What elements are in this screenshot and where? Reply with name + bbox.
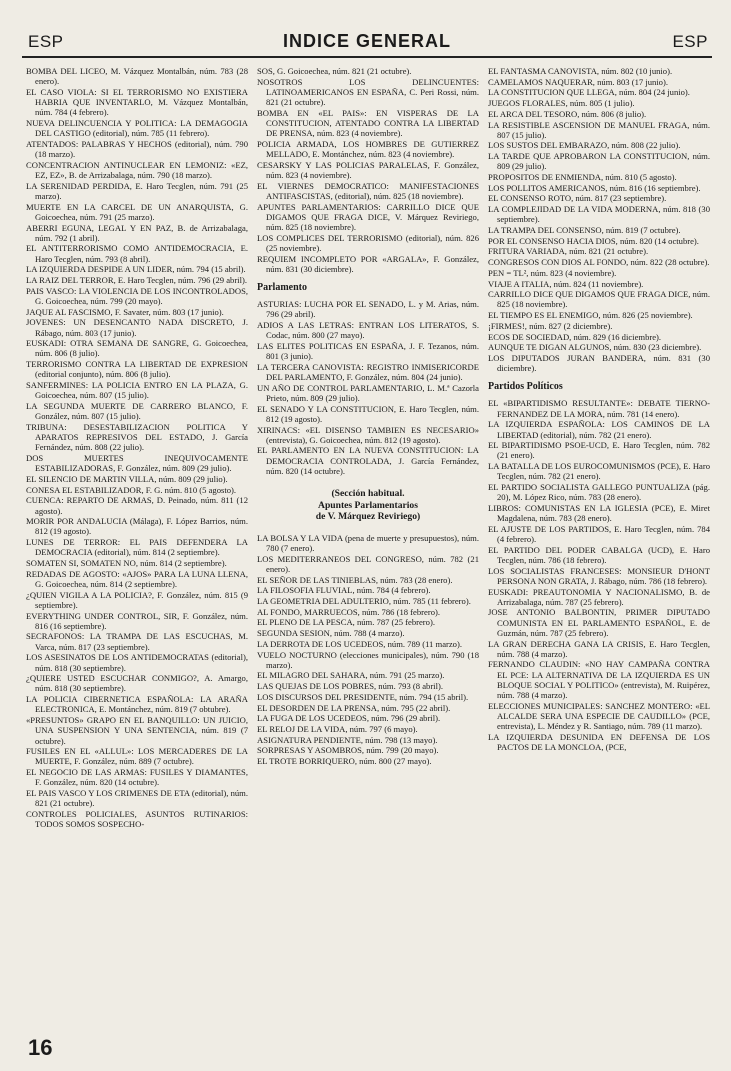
section-note-line: Apuntes Parlamentarios	[318, 499, 418, 511]
index-entry: XIRINACS: «EL DISENSO TAMBIEN ES NECESARIO» (entrevista), G. Goicoechea, núm. 812 (19 agosto).	[257, 424, 479, 445]
index-entry: EL PARTIDO SOCIALISTA GALLEGO PUNTUALIZA (pág. 20), M. López Rico, núm. 783 (28 enero).	[488, 482, 710, 503]
index-entry: TERRORISMO CONTRA LA LIBERTAD DE EXPRESION (editorial conjunto), núm. 806 (8 julio).	[26, 359, 248, 380]
index-entry: NUEVA DELINCUENCIA Y POLITICA: LA DEMAGOGIA DEL CASTIGO (editorial), núm. 785 (11 febrero).	[26, 118, 248, 139]
index-entry: LA IZQUIERDA DESPIDE A UN LIDER, núm. 794 (15 abril).	[26, 264, 246, 275]
index-entry: EL AJUSTE DE LOS PARTIDOS, E. Haro Tecglen, núm. 784 (4 febrero).	[488, 523, 710, 545]
index-entry: CARRILLO DICE QUE DIGAMOS QUE FRAGA DICE, núm. 825 (18 noviembre).	[488, 289, 710, 310]
index-entry: LA GRAN DERECHA GANA LA CRISIS, E. Haro Tecglen, núm. 788 (4 marzo).	[488, 638, 710, 659]
index-entry: LA COMPLEJIDAD DE LA VIDA MODERNA, núm. 818 (30 septiembre).	[488, 204, 710, 225]
index-entry: ABERRI EGUNA, LEGAL Y EN PAZ, B. de Arrizabalaga, núm. 792 (1 abril).	[26, 222, 248, 243]
index-entry: CONCENTRACION ANTINUCLEAR EN LEMONIZ: «EZ, EZ, EZ», B. de Arrizabalaga, núm. 790 (18 marzo).	[26, 159, 248, 181]
index-entry: LA POLICIA CIBERNETICA ESPAÑOLA: LA ARAÑA ELECTRONICA, E. Montánchez, núm. 819 (7 obtubre).	[26, 694, 248, 715]
index-entry: MORIR POR ANDALUCIA (Málaga), F. López Barrios, núm. 812 (19 agosto).	[26, 516, 248, 537]
column-1	[26, 66, 248, 1026]
index-entry: CESARSKY Y LAS POLICIAS PARALELAS, F. González, núm. 823 (4 noviembre).	[257, 159, 479, 181]
index-entry: EUSKADI: OTRA SEMANA DE SANGRE, G. Goicoechea, núm. 806 (8 julio).	[26, 338, 248, 359]
index-entry: LA RESISTIBLE ASCENSION DE MANUEL FRAGA, núm. 807 (15 julio).	[488, 119, 710, 140]
index-entry: EL PARLAMENTO EN LA NUEVA CONSTITUCION: LA DEMOCRACIA CONTROLADA, J. García Fernández, núm. 820 (14 octubre).	[257, 445, 479, 476]
index-entry: LOS COMPLICES DEL TERRORISMO (editorial), núm. 826 (25 noviembre).	[257, 232, 479, 253]
index-entry: CAMELAMOS NAQUERAR, núm. 803 (17 junio).	[488, 76, 668, 87]
index-entry: SOS, G. Goicoechea, núm. 821 (21 octubre).	[257, 66, 412, 76]
index-entry: LOS MEDITERRANEOS DEL CONGRESO, núm. 782 (21 enero).	[257, 553, 479, 574]
index-entry: LA IZQUIERDA ESPAÑOLA: LOS CAMINOS DE LA LIBERTAD (editorial), núm. 782 (21 enero).	[488, 419, 710, 440]
index-entry: EL FANTASMA CANOVISTA, núm. 802 (10 junio).	[488, 66, 673, 76]
column-3	[488, 66, 710, 1026]
index-entry: JAQUE AL FASCISMO, F. Savater, núm. 803 (17 junio).	[26, 306, 224, 317]
index-entry: PROPOSITOS DE ENMIENDA, núm. 810 (5 agosto).	[488, 172, 677, 183]
index-entry: FUSILES EN EL «ALLUL»: LOS MERCADERES DE LA MUERTE, F. González, núm. 889 (7 octubre).	[26, 746, 248, 767]
index-entry: LA TARDE QUE APROBARON LA CONSTITUCION, núm. 809 (29 julio).	[488, 151, 710, 172]
index-entry: EL SENADO Y LA CONSTITUCION, E. Haro Tecglen, núm. 812 (19 agosto).	[257, 403, 479, 424]
index-entry: TRIBUNA: DESESTABILIZACION POLITICA Y APARATOS REPRESIVOS DEL ESTADO, J. García Fernández, núm. 808 (22 julio).	[26, 421, 248, 453]
index-entry: EL PARTIDO DEL PODER CABALGA (UCD), E. Haro Tecglen, núm. 786 (18 febrero).	[488, 544, 710, 565]
index-entry: LA FUGA DE LOS UCEDEOS, núm. 796 (29 abril).	[257, 713, 441, 724]
index-entry: LOS POLLITOS AMERICANOS, núm. 816 (16 septiembre).	[488, 182, 701, 193]
section-note-line: de V. Márquez Reviriego)	[315, 511, 421, 523]
index-entry: EUSKADI: PREAUTONOMIA Y NACIONALISMO, B. de Arrizabalaga, núm. 787 (25 febrero).	[488, 586, 710, 607]
index-entry: LA FILOSOFIA FLUVIAL, núm. 784 (4 febrero).	[257, 585, 431, 596]
index-entry: ADIOS A LAS LETRAS: ENTRAN LOS LITERATOS, S. Codac, núm. 800 (27 mayo).	[257, 319, 479, 341]
index-entry: CONGRESOS CON DIOS AL FONDO, núm. 822 (28 octubre).	[488, 257, 710, 268]
index-entry: ¿QUIERE USTED ESCUCHAR CONMIGO?, A. Amargo, núm. 818 (30 septiembre).	[26, 673, 248, 694]
index-entry: PAIS VASCO: LA VIOLENCIA DE LOS INCONTROLADOS, G. Goicoechea, núm. 799 (20 mayo).	[26, 285, 248, 306]
index-entry: EL ANTITERRORISMO COMO ANTIDEMOCRACIA, E. Haro Tecglen, núm. 793 (8 abril).	[26, 243, 248, 264]
index-entry: LOS ASESINATOS DE LOS ANTIDEMOCRATAS (editorial), núm. 818 (30 septiembre).	[26, 652, 248, 673]
section-heading: Partidos Políticos	[488, 381, 563, 393]
index-entry: CUENCA: REPARTO DE ARMAS, D. Peinado, núm. 811 (12 agosto).	[26, 495, 248, 516]
index-entry: ¡FIRMES!, núm. 827 (2 diciembre).	[488, 320, 613, 331]
index-entry: EL ARCA DEL TESORO, núm. 806 (8 julio).	[488, 108, 647, 119]
index-entry: JUEGOS FLORALES, núm. 805 (1 julio).	[488, 98, 635, 109]
index-entry: JOVENES: UN DESENCANTO NADA DISCRETO, J. Rábago, núm. 803 (17 junio).	[26, 317, 248, 338]
index-entry: FRITURA VARIADA, núm. 821 (21 octubre).	[488, 246, 649, 257]
index-entry: LA DERROTA DE LOS UCEDEOS, núm. 789 (11 marzo).	[257, 638, 462, 649]
index-entry: REDADAS DE AGOSTO: «AJOS» PARA LA LUNA LLENA, G. Goicoechea, núm. 814 (2 septiembre).	[26, 568, 248, 589]
section-heading: Parlamento	[257, 282, 307, 294]
index-entry: LOS SUSTOS DEL EMBARAZO, núm. 808 (22 julio).	[488, 140, 681, 151]
index-entry: POLICIA ARMADA, LOS HOMBRES DE GUTIERREZ MELLADO, E. Montánchez, núm. 823 (4 noviembre).	[257, 138, 479, 160]
index-entry: EL CONSENSO ROTO, núm. 817 (23 septiembre).	[488, 193, 667, 204]
index-entry: LOS DISCURSOS DEL PRESIDENTE, núm. 794 (15 abril).	[257, 691, 469, 702]
index-entry: APUNTES PARLAMENTARIOS: CARRILLO DICE QUE DIGAMOS QUE FRAGA DICE, V. Márquez Reviriego, núm. 825 (18 noviembre).	[257, 201, 479, 233]
index-entry: AUNQUE TE DIGAN ALGUNOS, núm. 830 (23 diciembre).	[488, 342, 702, 353]
index-entry: CONTROLES POLICIALES, ASUNTOS RUTINARIOS: TODOS SOMOS SOSPECHO-	[26, 808, 248, 830]
index-entry: VIAJE A ITALIA, núm. 824 (11 noviembre).	[488, 278, 644, 289]
index-entry: LA TRAMPA DEL CONSENSO, núm. 819 (7 octubre).	[488, 225, 681, 236]
index-entry: ASIGNATURA PENDIENTE, núm. 798 (13 mayo).	[257, 734, 438, 745]
index-entry: EL VIERNES DEMOCRATICO: MANIFESTACIONES ANTIFASCISTAS, (editorial), núm. 825 (18 noviembre).	[257, 180, 479, 201]
index-entry: EL PAIS VASCO Y LOS CRIMENES DE ETA (editorial), núm. 821 (21 octubre).	[26, 788, 248, 809]
index-entry: PEN = TL², núm. 823 (4 noviembre).	[488, 267, 617, 278]
section-note	[257, 488, 479, 523]
index-entry: ECOS DE SOCIEDAD, núm. 829 (16 diciembre).	[488, 331, 662, 342]
index-entry: EL PLENO DE LA PESCA, núm. 787 (25 febrero).	[257, 617, 435, 628]
page-title: INDICE GENERAL	[282, 31, 451, 51]
index-entry: LA RAIZ DEL TERROR, E. Haro Tecglen, núm. 796 (29 abril).	[26, 275, 247, 286]
index-entry: EL DESORDEN DE LA PRENSA, núm. 795 (22 abril).	[257, 702, 451, 713]
index-entry: EL CASO VIOLA: SI EL TERRORISMO NO EXISTIERA HABRIA QUE INVENTARLO, M. Vázquez Montalbán, núm. 784 (4 febrero).	[26, 86, 248, 118]
index-entry: LAS ELITES POLITICAS EN ESPAÑA, J. F. Tezanos, núm. 801 (3 junio).	[257, 340, 479, 362]
index-entry: EL SEÑOR DE LAS TINIEBLAS, núm. 783 (28 enero).	[257, 574, 453, 585]
index-entry: SEGUNDA SESION, núm. 788 (4 marzo).	[257, 628, 405, 639]
page-header	[22, 30, 712, 58]
index-entry: SANFERMINES: LA POLICIA ENTRO EN LA PLAZA, G. Goicoechea, núm. 807 (15 julio).	[26, 380, 248, 401]
index-entry: LA BATALLA DE LOS EUROCOMUNISMOS (PCE), E. Haro Tecglen, núm. 782 (21 enero).	[488, 461, 710, 482]
index-entry: BOMBA DEL LICEO, M. Vázquez Montalbán, núm. 783 (28 enero).	[26, 66, 248, 87]
index-entry: AL FONDO, MARRUECOS, núm. 786 (18 febrero).	[257, 606, 441, 617]
index-entry: VUELO NOCTURNO (elecciones municipales), núm. 790 (18 marzo).	[257, 649, 479, 670]
index-entry: LAS QUEJAS DE LOS POBRES, núm. 793 (8 abril).	[257, 681, 443, 692]
index-entry: UN AÑO DE CONTROL PARLAMENTARIO, L. M.ª Cazorla Prieto, núm. 809 (29 julio).	[257, 382, 479, 403]
index-entry: LOS DIPUTADOS JURAN BANDERA, núm. 831 (30 diciembre).	[488, 352, 710, 374]
index-entry: LA GEOMETRIA DEL ADULTERIO, núm. 785 (11 febrero).	[257, 596, 471, 607]
section-note-line: (Sección habitual.	[331, 488, 405, 500]
index-entry: LA SEGUNDA MUERTE DE CARRERO BLANCO, F. González, núm. 807 (15 julio).	[26, 401, 248, 422]
index-entry: LIBROS: COMUNISTAS EN LA IGLESIA (PCE), E. Miret Magdalena, núm. 783 (28 enero).	[488, 502, 710, 524]
index-entry: «PRESUNTOS» GRAPO EN EL BANQUILLO: UN JUICIO, UNA SUSPENSION Y UNA SENTENCIA, núm. 819 (7 octubre).	[26, 715, 248, 746]
index-entry: LA CONSTITUCION QUE LLEGA, núm. 804 (24 junio).	[488, 87, 690, 98]
header-country-right: ESP	[672, 32, 708, 51]
index-entry: SECRAFONOS: LA TRAMPA DE LAS ESCUCHAS, M. Varca, núm. 817 (23 septiembre).	[26, 631, 248, 652]
index-entry: EL BIPARTIDISMO PSOE-UCD, E. Haro Tecglen, núm. 782 (21 enero).	[488, 440, 710, 461]
index-entry: EL RELOJ DE LA VIDA, núm. 797 (6 mayo).	[257, 723, 418, 734]
index-entry: EVERYTHING UNDER CONTROL, SIR, F. González, núm. 816 (16 septiembre).	[26, 610, 248, 631]
index-entry: LA TERCERA CANOVISTA: REGISTRO INMISERICORDE DEL PARLAMENTO, F. González, núm. 804 (24 junio).	[257, 361, 479, 382]
index-entry: JOSE ANTONIO BALBONTIN, PRIMER DIPUTADO COMUNISTA EN EL PARLAMENTO ESPAÑOL, E. de Guzmán, núm. 787 (25 febrero).	[488, 607, 710, 638]
index-entry: ELECCIONES MUNICIPALES: SANCHEZ MONTERO: «EL ALCALDE SERA UNA ESPECIE DE CAUDILLO» (PCE, entrevista), L. Méndez y R. Santiago, núm. 789 (11 marzo).	[488, 700, 710, 732]
index-entry: BOMBA EN «EL PAIS»: EN VISPERAS DE LA CONSTITUCION, ATENTADO CONTRA LA LIBERTAD DE PRENSA, núm. 823 (4 noviembre).	[257, 107, 479, 139]
index-entry: EL MILAGRO DEL SAHARA, núm. 791 (25 marzo).	[257, 670, 445, 681]
index-entry: EL «BIPARTIDISMO RESULTANTE»: DEBATE TIERNO-FERNANDEZ DE LA MORA, núm. 781 (14 enero).	[488, 398, 710, 419]
index-entry: LA BOLSA Y LA VIDA (pena de muerte y presupuestos), núm. 780 (7 enero).	[257, 532, 479, 553]
index-entry: LA IZQUIERDA DESUNIDA EN DEFENSA DE LOS PACTOS DE LA MONCLOA, (PCE,	[488, 731, 710, 753]
index-entry: ASTURIAS: LUCHA POR EL SENADO, L. y M. Arias, núm. 796 (29 abril).	[257, 299, 479, 320]
index-entry: EL SILENCIO DE MARTIN VILLA, núm. 809 (29 julio).	[26, 473, 228, 484]
index-entry: FERNANDO CLAUDIN: «NO HAY CAMPAÑA CONTRA EL PCE: LA ALTERNATIVA DE LA IZQUIERDA ES UN BLOQUE SOCIAL Y POLITICO» (entrevista), M. Ruipérez, núm. 788 (4 marzo).	[488, 659, 710, 701]
index-entry: NOSOTROS LOS DELINCUENTES: LATINOAMERICANOS EN ESPAÑA, C. Peri Rossi, núm. 821 (21 octubre).	[257, 76, 479, 108]
index-entry: DOS MUERTES INEQUIVOCAMENTE ESTABILIZADORAS, F. González, núm. 809 (29 julio).	[26, 453, 248, 474]
index-entry: POR EL CONSENSO HACIA DIOS, núm. 820 (14 octubre).	[488, 235, 699, 246]
column-2	[257, 66, 479, 1026]
page-number: 16	[28, 1035, 53, 1060]
index-entry: ATENTADOS: PALABRAS Y HECHOS (editorial), núm. 790 (18 marzo).	[26, 138, 248, 160]
index-entry: CONESA EL ESTABILIZADOR, F. G. núm. 810 (5 agosto).	[26, 484, 237, 495]
index-entry: EL NEGOCIO DE LAS ARMAS: FUSILES Y DIAMANTES, F. González, núm. 820 (14 octubre).	[26, 767, 248, 788]
index-entry: EL TIEMPO ES EL ENEMIGO, núm. 826 (25 noviembre).	[488, 310, 693, 321]
index-entry: SORPRESAS Y ASOMBROS, núm. 799 (20 mayo).	[257, 745, 439, 756]
index-entry: LOS SOCIALISTAS FRANCESES: MONSIEUR D'HONT PERSONA NON GRATA, J. Rábago, núm. 786 (18 febrero).	[488, 565, 710, 586]
index-entry: LA SERENIDAD PERDIDA, E. Haro Tecglen, núm. 791 (25 marzo).	[26, 180, 248, 201]
index-entry: MUERTE EN LA CARCEL DE UN ANARQUISTA, G. Goicoechea, núm. 791 (25 marzo).	[26, 201, 248, 222]
header-country-left: ESP	[28, 32, 64, 51]
index-columns	[26, 66, 710, 1026]
index-entry: REQUIEM INCOMPLETO POR «ARGALA», F. González, núm. 831 (30 diciembre).	[257, 253, 479, 274]
index-entry: LUNES DE TERROR: EL PAIS DEFENDERA LA DEMOCRACIA (editorial), núm. 814 (2 septiembre).	[26, 537, 248, 558]
index-entry: ¿QUIEN VIGILA A LA POLICIA?, F. González, núm. 815 (9 septiembre).	[26, 589, 248, 610]
index-entry: EL TROTE BORRIQUERO, núm. 800 (27 mayo).	[257, 756, 432, 767]
index-entry: SOMATEN SI, SOMATEN NO, núm. 814 (2 septiembre).	[26, 558, 227, 569]
